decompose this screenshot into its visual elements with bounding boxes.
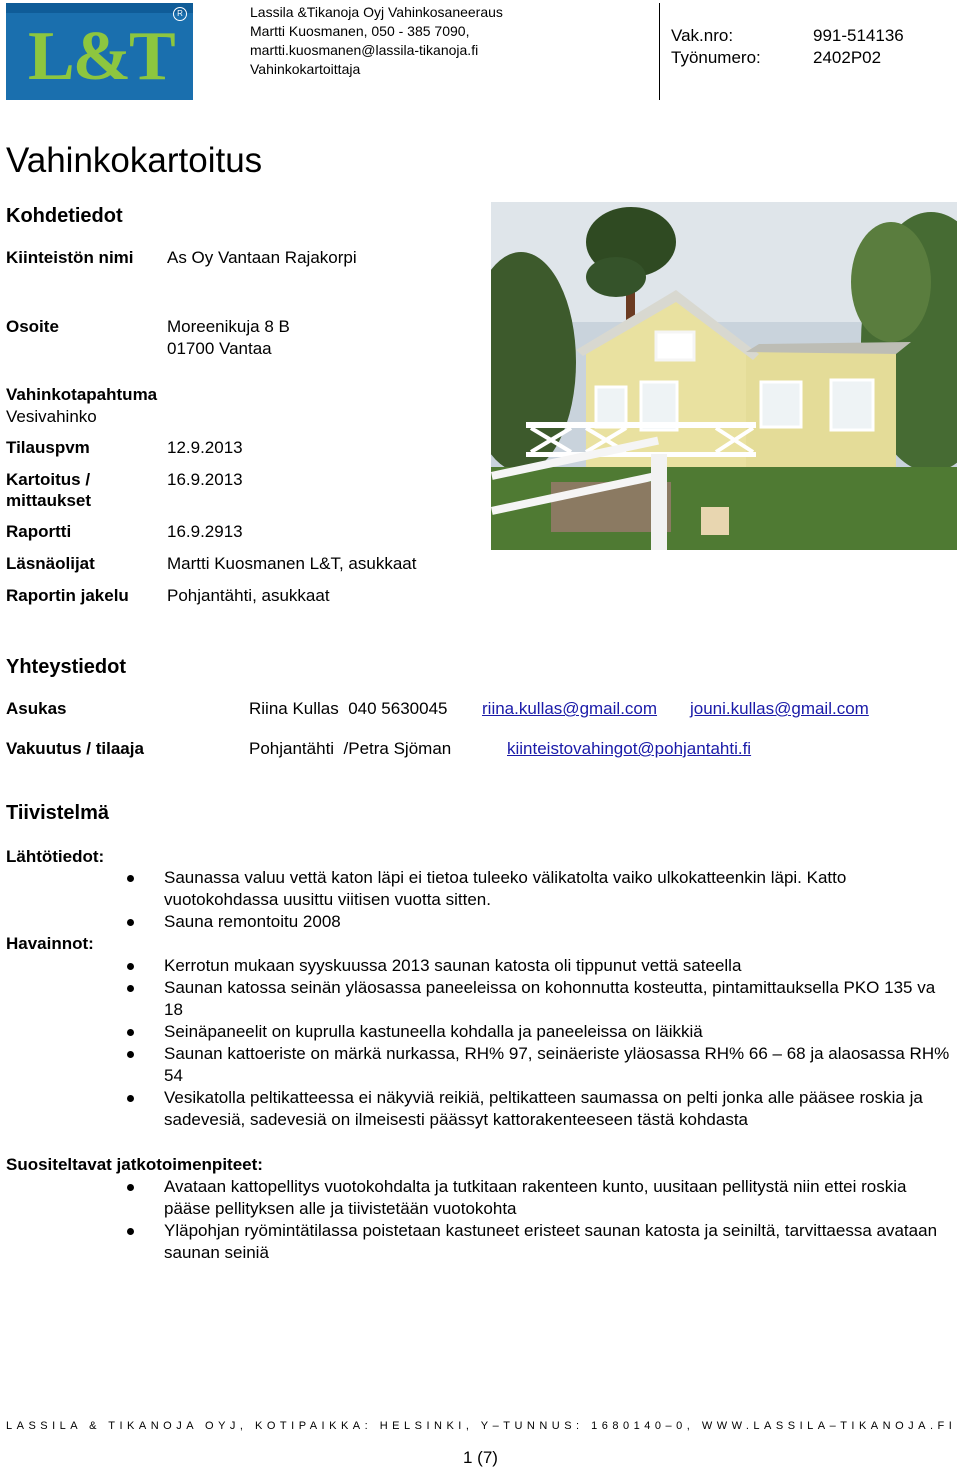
house-photo [491, 202, 957, 550]
porch-rail [526, 452, 756, 457]
list-item-text: Seinäpaneelit on kuprulla kastuneella kohdalla ja paneeleissa on läikkiä [164, 1022, 703, 1041]
page-number: 1 (7) [463, 1448, 498, 1467]
vahinkotapahtuma-value: Vesivahinko [6, 407, 97, 426]
list-item-text: Saunan katossa seinän yläosassa paneeleissa on kohonnutta kosteutta, pintamittauksella PKO 135 va 18 [164, 978, 936, 1019]
lasnaolijat-value: Martti Kuosmanen L&T, asukkaat [167, 554, 417, 573]
list-item [6, 911, 956, 933]
vak-value: 991-514136 [813, 26, 904, 45]
lasnaolijat-label: Läsnäolijat [6, 554, 95, 573]
company-logo [6, 3, 193, 100]
kartoitus-label [6, 469, 91, 511]
page-title: Vahinkokartoitus [6, 141, 263, 180]
kiinteisto-value: As Oy Vantaan Rajakorpi [167, 248, 357, 267]
tiivistelma-heading: Tiivistelmä [6, 802, 110, 824]
bullet-icon [127, 1029, 134, 1036]
window [596, 387, 626, 427]
bullet-icon [127, 1228, 134, 1235]
company-email: martti.kuosmanen@lassila-tikanoja.fi [250, 42, 479, 58]
suositeltavat-list [6, 1176, 956, 1264]
reference-block [671, 25, 904, 69]
gate-post [651, 454, 667, 550]
vahinkotapahtuma-label: Vahinkotapahtuma [6, 385, 158, 404]
list-item-text: Saunassa valuu vettä katon läpi ei tietoa tuleeko välikatolta vaiko ulkokatteenkin läpi. Katto vuotokohdassa uusittu viitisen vuotta sitten. [164, 868, 847, 909]
bullet-icon [127, 875, 134, 882]
list-item [6, 1176, 956, 1220]
company-info [250, 3, 503, 79]
suositeltavat-label: Suositeltavat jatkotoimenpiteet: [6, 1155, 263, 1174]
pine-crown-lower [586, 257, 646, 297]
osoite-line2: 01700 Vantaa [167, 339, 272, 358]
bullet-icon [127, 1184, 134, 1191]
vakuutus-label: Vakuutus / tilaaja [6, 739, 144, 758]
list-item-text: Yläpohjan ryömintätilassa poistetaan kastuneet eristeet saunan katosta ja seiniltä, tarvittaessa avataan saunan seiniä [164, 1221, 938, 1262]
lahtotiedot-list [6, 867, 956, 933]
kiinteisto-label: Kiinteistön nimi [6, 248, 134, 267]
yhteystiedot-heading: Yhteystiedot [6, 656, 127, 678]
lamp [701, 507, 729, 535]
tyo-label: Työnumero: [671, 48, 761, 67]
vak-label: Vak.nro: [671, 26, 734, 45]
bullet-icon [127, 1051, 134, 1058]
jakelu-label: Raportin jakelu [6, 586, 129, 605]
bullet-icon [127, 985, 134, 992]
asukas-email-link[interactable]: riina.kullas@gmail.com [482, 699, 658, 718]
list-item-text: Saunan kattoeriste on märkä nurkassa, RH% 97, seinäeriste yläosassa RH% 66 – 68 ja alaosassa RH% 54 [164, 1044, 950, 1085]
havainnot-list [6, 955, 956, 1131]
list-item [6, 1043, 956, 1087]
jakelu-value: Pohjantähti, asukkaat [167, 586, 330, 605]
list-item [6, 1021, 956, 1043]
osoite-line1: Moreenikuja 8 B [167, 317, 290, 336]
lahtotiedot-label: Lähtötiedot: [6, 847, 105, 866]
tilauspvm-value: 12.9.2013 [167, 438, 243, 457]
porch-rail [526, 422, 756, 428]
osoite-label: Osoite [6, 317, 59, 336]
list-item [6, 1220, 956, 1264]
raportti-label: Raportti [6, 522, 72, 541]
kartoitus-label-line: Kartoitus / [6, 470, 91, 489]
asukas-label: Asukas [6, 699, 67, 718]
list-item [6, 867, 956, 911]
vakuutus-email-link[interactable]: kiinteistovahingot@pohjantahti.fi [507, 739, 752, 758]
logo-text: L&T [28, 18, 174, 95]
footer-company-line: LASSILA & TIKANOJA OYJ, KOTIPAIKKA: HELSINKI, Y–TUNNUS: 1680140–0, WWW.LASSILA–TIKANOJA.FI [6, 1420, 957, 1432]
company-line: Martti Kuosmanen, 050 - 385 7090, [250, 23, 470, 39]
havainnot-label: Havainnot: [6, 934, 94, 953]
bullet-icon [127, 1095, 134, 1102]
tilauspvm-label: Tilauspvm [6, 438, 90, 457]
list-item [6, 1087, 956, 1131]
tyo-value: 2402P02 [813, 48, 882, 67]
list-item-text: Sauna remontoitu 2008 [164, 912, 341, 931]
list-item-text: Kerrotun mukaan syyskuussa 2013 saunan katosta oli tippunut vettä sateella [164, 956, 742, 975]
logo-stripe [6, 3, 193, 13]
window [831, 380, 873, 430]
bullet-icon [127, 919, 134, 926]
list-item-text: Avataan kattopellitys vuotokohdalta ja tutkitaan rakenteen kunto, uusitaan pellitystä niin ettei roskia pääse pellityksen alle ja tiivistetään vuotokohta [164, 1177, 907, 1218]
bullet-icon [127, 963, 134, 970]
window [761, 382, 801, 427]
registered-icon: R [173, 7, 187, 21]
asukas-email-link[interactable]: jouni.kullas@gmail.com [690, 699, 869, 718]
vakuutus-value: Pohjantähti /Petra Sjöman [249, 739, 452, 758]
kohdetiedot-heading: Kohdetiedot [6, 205, 123, 227]
kartoitus-label-line: mittaukset [6, 491, 92, 510]
attic-window [656, 332, 694, 360]
list-item [6, 977, 956, 1021]
raportti-value: 16.9.2913 [167, 522, 243, 541]
company-line: Lassila &Tikanoja Oyj Vahinkosaneeraus [250, 4, 503, 20]
list-item [6, 955, 956, 977]
list-item-text: Vesikatolla peltikatteessa ei näkyviä reikiä, peltikatteen saumassa on pelti jonka alle pääsee roskia ja sadevesiä, sadevesiä on ilmeisesti päässyt kattorakenteeseen tästä kohdasta [164, 1088, 923, 1129]
asukas-value: Riina Kullas 040 5630045 [249, 699, 448, 718]
header-divider [659, 3, 660, 100]
kartoitus-value: 16.9.2013 [167, 470, 243, 489]
tree-right-top [851, 222, 931, 342]
company-role: Vahinkokartoittaja [250, 61, 361, 77]
